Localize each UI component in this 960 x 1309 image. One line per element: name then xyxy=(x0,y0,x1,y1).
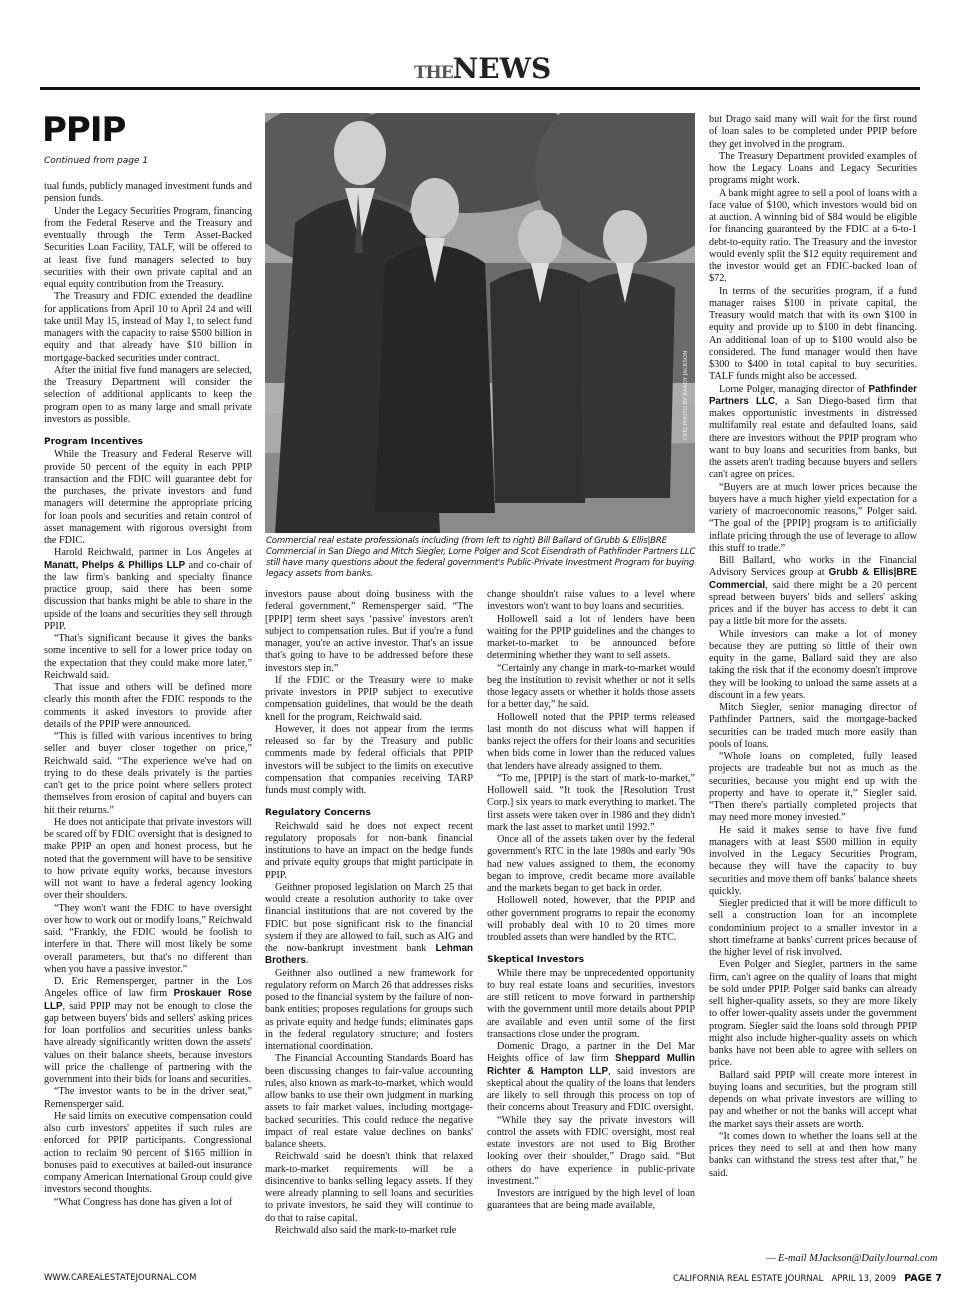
footer-page-number: PAGE 7 xyxy=(904,1273,942,1284)
paragraph xyxy=(44,976,252,1086)
paragraph: While investors can make a lot of money because they are putting so little of their own equity in the game, Ballard said they are also taking the risk that if the economy doesn't improve they will be looking to unload the same assets at a discount in a few years. xyxy=(709,628,917,701)
paragraph: Investors are intrigued by the high level of loan guarantees that are being made available, xyxy=(487,1188,695,1212)
paragraph: Hollowell noted that the PPIP terms released last month do not discuss what will happen if banks reject the offers for their loans and securities when bids come in lower than the reduced values that lenders have already assigned to them. xyxy=(487,711,696,772)
article-column-2 xyxy=(265,589,473,1237)
paragraph: “The investor wants to be in the driver seat,” Remensperger said. xyxy=(44,1086,252,1110)
paragraph: “What Congress has done has given a lot of xyxy=(54,1196,233,1208)
paragraph: While the Treasury and Federal Reserve will provide 50 percent of the equity in each PPIP transaction and the FDIC will guarantee debt for the purchases, the private investors and fund managers will determine the appropriate pricing for loan pools and securities and retain control of asset management with rigorous oversight from the FDIC. xyxy=(44,449,252,546)
paragraph xyxy=(709,384,917,482)
subhead-program-incentives: Program Incentives xyxy=(44,437,143,447)
paragraph: but Drago said many will wait for the first round of loan sales to be completed under PPIP before they get involved in the program. xyxy=(709,114,917,150)
firm-name: Pathfinder Partners LLC xyxy=(709,383,917,407)
top-rule xyxy=(40,87,920,90)
paragraph: Once all of the assets taken over by the federal government's RTC in the late 1980s and early '90s had new values assigned to them, the economy began to improve, credit became more available and the markets began to get back in order. xyxy=(487,834,695,894)
text-run: . xyxy=(305,955,309,967)
footer-folio xyxy=(673,1273,942,1284)
masthead-the: THE xyxy=(414,63,453,83)
paragraph xyxy=(265,882,473,968)
paragraph: change shouldn't raise values to a level where investors won't want to buy loans and securities. xyxy=(487,589,695,613)
photo-people-illustration xyxy=(265,113,695,533)
paragraph: “This is filled with various incentives to bring seller and buyer closer together on price,” Reichwald said. “The experience we've had on trying to do these deals privately is the parties can't get to the price point where sellers protect themselves from erosion of capital and buyers can hit their returns.” xyxy=(44,731,252,816)
footer-date: APRIL 13, 2009 xyxy=(831,1274,897,1284)
paragraph: Reichwald said he does not expect recent regulatory proposals for non-bank financial institutions to have an impact on the hedge funds and private equity groups that might participate in PPIP. xyxy=(265,820,473,881)
paragraph: Reichwald said he doesn't think that relaxed mark-to-market requirements will be a disincentive to banks selling legacy assets. If they were already planning to sell loans and securities to private investors, he said they will continue to do that to raise capital. xyxy=(265,1151,473,1224)
firm-name: Proskauer Rose LLP xyxy=(44,988,252,1012)
paragraph: He said it makes sense to have five fund managers with at least $500 million in equity involved in the Legacy Securities Program, because they will have the capacity to buy securities and move them off banks' balance sheets quickly. xyxy=(709,824,917,897)
text-run: Domenic Drago, a partner in the Del Mar Heights office of law firm xyxy=(487,1041,695,1065)
paragraph: If the FDIC or the Treasury were to make private investors in PPIP subject to executive compensation guidelines, that would be the death knell for the program, Reichwald said. xyxy=(265,674,473,723)
paragraph: “Buyers are at much lower prices because the buyers have a much higher yield expectation for a variety of macroeconomic reasons,” Polger said. “The goal of the [PPIP] program is to artificially inflate pricing through the use of leverage to allow this stuff to trade.” xyxy=(709,481,917,554)
paragraph: Even Polger and Siegler, partners in the same firm, can't agree on the quality of loans that might be sold under PPIP. Polger said banks can already sell higher-quality assets, so they are more likely to offer lower-quality assets under the government program. Siegler said the loans sold through PPIP might also include higher-quality assets on which banks have not been able to agree with sellers on price. xyxy=(709,959,917,1069)
paragraph: Ballard said PPIP will create more interest in buying loans and securities, but the program still depends on what private investors are willing to pay and whether or not the banks will accept what the market says their assets are worth. xyxy=(709,1069,917,1130)
paragraph: He does not anticipate that private investors will be scared off by FDIC oversight that is designed to make PPIP an open and honest process, but he noted that the government will have to be sensitive to how private equity works, because investors will not want to have a federal agency looking over their shoulders. xyxy=(44,816,252,902)
paragraph: Reichwald also said the mark-to-market rule xyxy=(275,1224,457,1236)
paragraph xyxy=(709,555,917,629)
article-column-4 xyxy=(709,114,917,1180)
paragraph: “To me, [PPIP] is the start of mark-to-market,” Hollowell said. “It took the [Resolution Trust Corp.] six years to mark everything to market. The first assets were taken over in 1986 and they didn't mark the last asset to market until 1992.” xyxy=(487,772,695,833)
text-run: , said PPIP may not be enough to close the gap between buyers' bids and sellers' asking prices for loan portfolios and securities unless banks have already significantly written down the assets' values on their balance sheets, because investors will price the challenge of partnering with the government into their bids for loans and securities. xyxy=(44,1000,252,1085)
author-email: — E-mail MJackson@DailyJournal.com xyxy=(766,1253,938,1264)
paragraph: “It comes down to whether the loans sell at the prices they need to sell at and then how many banks can withstand the stress test after that,” he said. xyxy=(709,1130,917,1179)
section-masthead xyxy=(414,52,551,84)
paragraph: Under the Legacy Securities Program, financing from the Federal Reserve and the Treasury and eventually through the Term Asset-Backed Securities Loan Facility, TALF, will be offered to at least five fund managers selected to buy securities with their own private capital and an equal equity contribution from the Treasury. xyxy=(44,205,252,290)
paragraph: “That's significant because it gives the banks some incentive to sell for a lower price today on the expectation that they could make more later,” Reichwald said. xyxy=(44,633,252,681)
article-headline: PPIP xyxy=(42,110,126,150)
article-column-1 xyxy=(44,181,252,1209)
footer-publication: CALIFORNIA REAL ESTATE JOURNAL xyxy=(673,1274,824,1284)
paragraph: investors pause about doing business with the federal government,” Remensperger said. “The [PPIP] term sheet says ‘passive' investors aren't subject to compensation rules. But if you're a fund manager, you're an active investor. That's an issue that's going to have to be addressed before these investors step in.” xyxy=(265,589,473,674)
paragraph: However, it does not appear from the terms released so far by the Treasury and public comments made by federal officials that PPIP investors will be subject to the limits on executive compensation that companies receiving TARP funds must comply with. xyxy=(265,723,473,796)
firm-name: Grubb & Ellis|BRE Commercial xyxy=(709,567,917,591)
paragraph: The Treasury Department provided examples of how the Legacy Loans and Legacy Securities programs might work. xyxy=(709,150,917,187)
text-run: , said there might be a 20 percent spread between buyers' bids and sellers' asking prices and if the buyer has access to debt it can pay a little bit more for the assets. xyxy=(709,579,917,628)
text-run: Harold Reichwald, partner in Los Angeles at xyxy=(54,547,252,559)
paragraph: “Certainly any change in mark-to-market would beg the institution to revisit whether or not it sells those legacy assets or whether it holds those assets for a better day,” he said. xyxy=(487,662,695,711)
paragraph: “While they say the private investors will control the assets with FDIC oversight, most real estate investors are not used to Big Brother looking over their shoulder,” Drago said. “But others do have experience in public-private investment.” xyxy=(487,1114,695,1187)
continued-note: Continued from page 1 xyxy=(44,156,149,166)
paragraph: The Treasury and FDIC extended the deadline for applications from April 10 to April 24 and will take until May 15, instead of May 1, to select fund managers with the capacity to raise $500 billion in equity and that already have $10 billion in mortgage-backed securities under contract. xyxy=(44,291,252,364)
text-run: , said investors are skeptical about the quality of the loans that lenders are likely to sell through this process on top of their concerns about Treasury and FDIC oversight. xyxy=(487,1065,695,1114)
text-run: D. Eric Remensperger, partner in the Los Angeles office of law firm xyxy=(44,976,252,1000)
paragraph: The Financial Accounting Standards Board has been discussing changes to fair-value accounting rules, also known as mark-to-market, which would allow banks to use their own judgment in marking assets to fair market values, including mortgage-backed securities. This could reduce the negative impact of real estate value declines on banks' balance sheets. xyxy=(265,1053,473,1150)
text-run: Geithner proposed legislation on March 25 that would create a resolution authority to take over financial institutions that are not covered by the FDIC but pose significant risk to the financial system if they are allowed to fail, such as AIG and the now-bankrupt investment bank xyxy=(265,881,473,954)
paragraph: He said limits on executive compensation could also curb investors' appetites if such rules are enforced for PPIP participants. Congressional action to reclaim 90 percent of $165 million in bonuses paid to executives at bailed-out insurance company American International Group could give investors second thoughts. xyxy=(44,1110,252,1196)
paragraph: That issue and others will be defined more clearly this month after the FDIC responds to the comments it asked investors to provide after details of the PPIP were announced. xyxy=(44,682,252,730)
firm-name: Sheppard Mullin Richter & Hampton LLP xyxy=(487,1053,695,1077)
paragraph xyxy=(487,1041,695,1115)
paragraph: After the initial five fund managers are selected, the Treasury Department will consider the selection of additional applicants to keep the program open to as many large and small private investors as possible. xyxy=(44,364,252,425)
firm-name: Lehman Brothers xyxy=(265,943,473,967)
masthead-news: NEWS xyxy=(452,52,552,85)
text-run: and co-chair of the law firm's banking and specialty finance practice group, said there has been some discussion that banks might be able to share in the upside of the loans and securities they sell through PPIP. xyxy=(44,559,252,632)
photo-caption: Commercial real estate professionals including (from left to right) Bill Ballard of Grubb & Ellis|BRE Commercial in San Diego and Mitch Siegler, Lorne Polger and Scot Eisendrath of Pathfinder Partners LLC still have many questions about the federal government's Public-Private Investment Program for buying legacy assets from banks. xyxy=(266,536,696,579)
paragraph: Siegler predicted that it will be more difficult to sell a construction loan for an incomplete condominium project to a smaller investor in a short timeframe at banks' current prices because of the higher level of risk involved. xyxy=(709,898,917,958)
paragraph: In terms of the securities program, if a fund manager raises $100 in private capital, the Treasury would match that with its own $100 in equity and provide up to $100 in debt financing. An additional loan of up to $100 would also be considered. The fund manager would then have $300 to $400 in total capital to buy securities. TALF funds might also be accessed. xyxy=(709,285,917,383)
photo-credit: CREJ PHOTO BY RANDY JACKSON xyxy=(683,350,689,440)
paragraph: Geithner also outlined a new framework for regulatory reform on March 26 that addresses risks posed to the financial system by the failure of non-bank entities; proposes regulations for groups such as private equity and hedge funds; eliminates gaps in the federal regulatory structure; and fosters international coordination. xyxy=(265,967,473,1052)
subhead-skeptical-investors: Skeptical Investors xyxy=(487,955,585,966)
paragraph: While there may be unprecedented opportunity to buy real estate loans and securities, investors are still reticent to move forward in partnership with the government until more details about PPIP are available and even until some of the first transactions close under the program. xyxy=(487,967,695,1040)
paragraph xyxy=(44,547,252,633)
paragraph: “Whole loans on completed, fully leased projects are tradeable but not as much as the securities, because you might end up with the property and have to operate it,” Siegler said. “Then there's partially completed projects that may need more money invested.” xyxy=(709,751,917,824)
paragraph: “They won't want the FDIC to have oversight over how to work out or modify loans,” Reichwald said. “Frankly, the FDIC would be foolish to interfere in that. There will most likely be some overall parameters, but that's no different than when you have a passive investor.” xyxy=(44,902,252,975)
paragraph: Hollowell noted, however, that the PPIP and other government programs to repair the economy will probably deal with 10 to 20 times more troubled assets than were handled by the RTC. xyxy=(487,895,695,943)
article-column-3 xyxy=(487,589,695,1213)
paragraph: tual funds, publicly managed investment funds and pension funds. xyxy=(44,181,252,205)
article-photo xyxy=(265,113,695,533)
text-run: , a San Diego-based firm that makes opportunistic investments in distressed multifamily real estate and defaulted loans, said there are investors without the PPIP program who want to buy loans and securities from banks, but the assets aren't trading because buyers and sellers can't agree on prices. xyxy=(709,395,917,481)
subhead-regulatory-concerns: Regulatory Concerns xyxy=(265,808,371,819)
paragraph: Mitch Siegler, senior managing director of Pathfinder Partners, said the mortgage-backed securities can be traded much more easily than pools of loans. xyxy=(709,702,917,750)
paragraph: Hollowell said a lot of lenders have been waiting for the PPIP guidelines and the changes to market-to-market to be announced before determining whether they want to sell assets. xyxy=(487,613,695,662)
footer-website: WWW.CAREALESTATEJOURNAL.COM xyxy=(44,1273,197,1283)
text-run: Lorne Polger, managing director of xyxy=(719,383,869,395)
text-run: Bill Ballard, who works in the Financial Advisory Services group at xyxy=(709,555,917,579)
firm-name: Manatt, Phelps & Phillips LLP xyxy=(44,559,186,571)
paragraph: A bank might agree to sell a pool of loans with a face value of $100, which investors would bid on at auction. A winning bid of $84 would be eligible for financing guaranteed by the FDIC at a 6-to-1 debt-to-equity ratio. The Treasury and the investor would evenly split the $12 equity requirement and the investor would get an FDIC-backed loan of $72. xyxy=(709,187,917,285)
